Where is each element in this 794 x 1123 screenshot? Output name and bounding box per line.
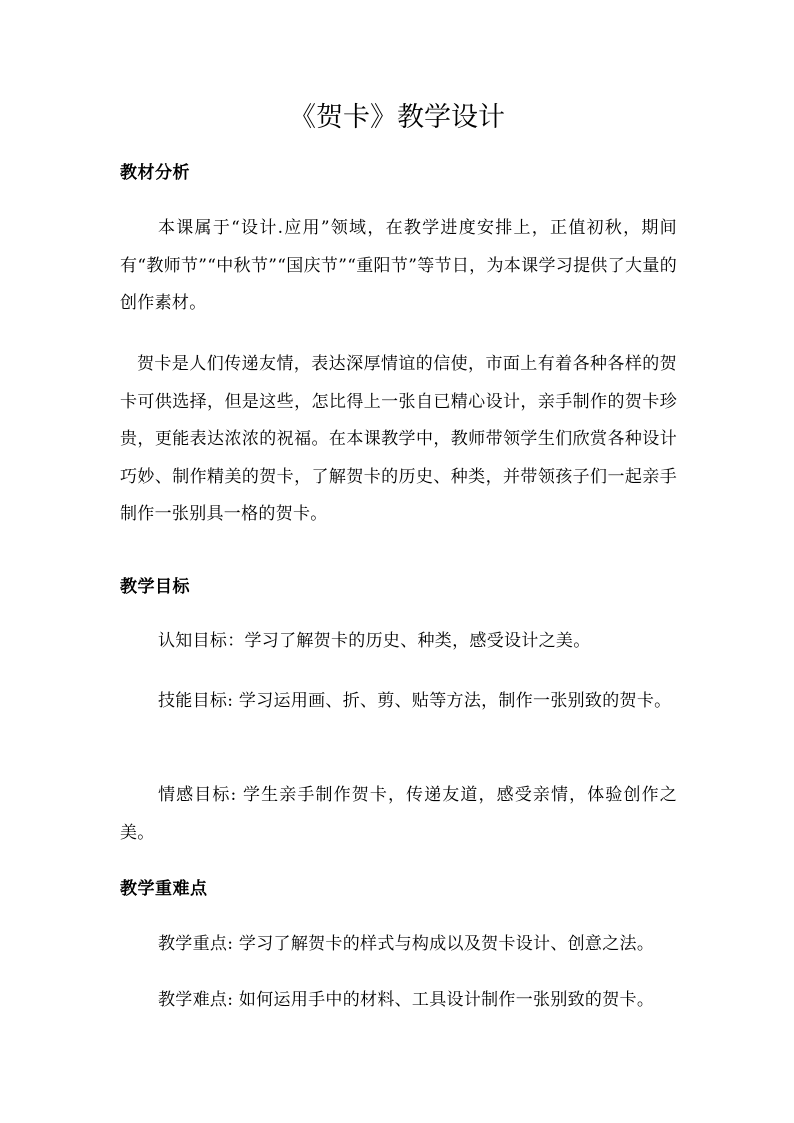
document-title: 《贺卡》教学设计 bbox=[289, 102, 505, 133]
paragraph-course-scope: 本课属于“设计.应用”领域，在教学进度安排上，正值初秋，期间有“教师节”“中秋节”“国庆节”“重阳节”等节日，为本课学习提供了大量的创作素材。 bbox=[120, 218, 677, 313]
paragraph-teaching-difficulty: 教学难点: 如何运用手中的材料、工具设计制作一张别致的贺卡。 bbox=[158, 990, 655, 1010]
paragraph-teaching-focus: 教学重点: 学习了解贺卡的样式与构成以及贺卡设计、创意之法。 bbox=[158, 934, 655, 954]
paragraph-emotional-goal: 情感目标: 学生亲手制作贺卡，传递友道，感受亲情，体验创作之美。 bbox=[120, 785, 677, 843]
paragraph-cognitive-goal: 认知目标：学习了解贺卡的历史、种类，感受设计之美。 bbox=[158, 631, 591, 651]
paragraph-skill-goal: 技能目标: 学习运用画、折、剪、贴等方法，制作一张别致的贺卡。 bbox=[158, 691, 672, 711]
section-heading-material-analysis: 教材分析 bbox=[120, 163, 190, 183]
paragraph-greeting-card-intro: 贺卡是人们传递友情，表达深厚情谊的信使，市面上有着各种各样的贺卡可供选择，但是这些，怎比得上一张自已精心设计，亲手制作的贺卡珍贵，更能表达浓浓的祝福。在本课教学中，教师带领学生们欣赏各种设计巧妙、制作精美的贺卡，了解贺卡的历史、种类，并带领孩子们一起亲手制作一张别具一格的贺卡。 bbox=[120, 354, 677, 524]
section-heading-teaching-goals: 教学目标 bbox=[120, 577, 190, 597]
section-heading-key-points: 教学重难点 bbox=[120, 879, 208, 899]
